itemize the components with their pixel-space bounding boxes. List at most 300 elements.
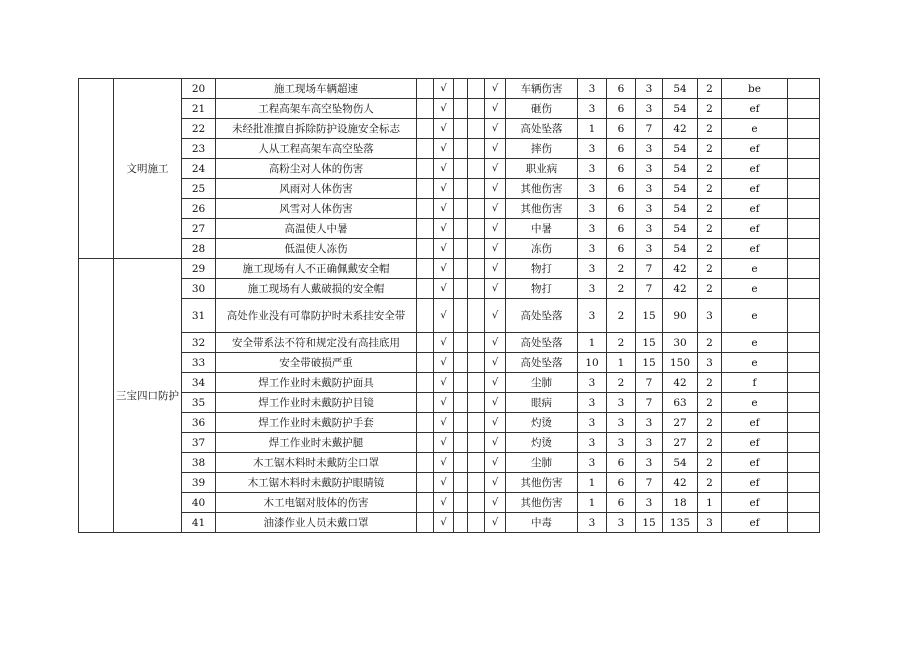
c-value-cell: 3	[636, 413, 663, 433]
d-value-cell: 18	[663, 493, 698, 513]
l-value-cell: 1	[578, 493, 607, 513]
accident-type-cell: 高处坠落	[506, 333, 578, 353]
item-number-cell: 22	[182, 119, 216, 139]
blank-cell	[468, 373, 485, 393]
check-cell: √	[434, 79, 454, 99]
item-number-cell: 33	[182, 353, 216, 373]
e-value-cell: 2	[607, 279, 636, 299]
c-value-cell: 3	[636, 493, 663, 513]
table-row	[79, 513, 820, 533]
control-code-cell: e	[722, 393, 788, 413]
item-number-cell: 36	[182, 413, 216, 433]
d-value-cell: 42	[663, 373, 698, 393]
c-value-cell: 3	[636, 199, 663, 219]
table-row	[79, 259, 820, 279]
blank-cell	[417, 299, 434, 333]
blank-cell	[454, 199, 468, 219]
c-value-cell: 7	[636, 373, 663, 393]
blank-cell	[468, 139, 485, 159]
d-value-cell: 63	[663, 393, 698, 413]
check-cell: √	[485, 239, 506, 259]
table-row	[79, 159, 820, 179]
blank-cell	[468, 413, 485, 433]
hazard-description-cell: 木工锯木料时未戴防尘口罩	[216, 453, 417, 473]
d-value-cell: 30	[663, 333, 698, 353]
table-row	[79, 353, 820, 373]
c-value-cell: 3	[636, 179, 663, 199]
e-value-cell: 6	[607, 473, 636, 493]
item-number-cell: 31	[182, 299, 216, 333]
risk-level-cell: 3	[698, 513, 722, 533]
table-row	[79, 199, 820, 219]
blank-cell	[788, 413, 820, 433]
check-cell: √	[434, 373, 454, 393]
d-value-cell: 54	[663, 79, 698, 99]
blank-cell	[468, 453, 485, 473]
blank-cell	[417, 433, 434, 453]
table-row	[79, 393, 820, 413]
blank-cell	[788, 473, 820, 493]
accident-type-cell: 尘肺	[506, 373, 578, 393]
blank-cell	[454, 473, 468, 493]
group-blank-cell	[79, 259, 114, 533]
risk-level-cell: 2	[698, 79, 722, 99]
control-code-cell: ef	[722, 159, 788, 179]
blank-cell	[468, 119, 485, 139]
hazard-description-cell: 风雪对人体伤害	[216, 199, 417, 219]
blank-cell	[468, 393, 485, 413]
blank-cell	[788, 333, 820, 353]
risk-level-cell: 2	[698, 99, 722, 119]
check-cell: √	[434, 299, 454, 333]
item-number-cell: 39	[182, 473, 216, 493]
c-value-cell: 3	[636, 433, 663, 453]
blank-cell	[454, 513, 468, 533]
blank-cell	[468, 333, 485, 353]
blank-cell	[788, 79, 820, 99]
e-value-cell: 6	[607, 493, 636, 513]
accident-type-cell: 高处坠落	[506, 353, 578, 373]
check-cell: √	[434, 353, 454, 373]
hazard-description-cell: 施工现场有人不正确佩戴安全帽	[216, 259, 417, 279]
table-row	[79, 79, 820, 99]
check-cell: √	[434, 159, 454, 179]
blank-cell	[417, 473, 434, 493]
blank-cell	[417, 333, 434, 353]
table-row	[79, 239, 820, 259]
item-number-cell: 24	[182, 159, 216, 179]
item-number-cell: 41	[182, 513, 216, 533]
accident-type-cell: 车辆伤害	[506, 79, 578, 99]
d-value-cell: 54	[663, 199, 698, 219]
l-value-cell: 3	[578, 513, 607, 533]
c-value-cell: 15	[636, 299, 663, 333]
blank-cell	[417, 219, 434, 239]
blank-cell	[454, 373, 468, 393]
check-cell: √	[485, 79, 506, 99]
blank-cell	[788, 259, 820, 279]
control-code-cell: ef	[722, 219, 788, 239]
hazard-description-cell: 焊工作业时未戴防护目镜	[216, 393, 417, 413]
item-number-cell: 20	[182, 79, 216, 99]
item-number-cell: 27	[182, 219, 216, 239]
blank-cell	[417, 99, 434, 119]
control-code-cell: ef	[722, 433, 788, 453]
item-number-cell: 29	[182, 259, 216, 279]
d-value-cell: 27	[663, 413, 698, 433]
check-cell: √	[485, 159, 506, 179]
blank-cell	[468, 493, 485, 513]
risk-level-cell: 2	[698, 139, 722, 159]
blank-cell	[468, 179, 485, 199]
check-cell: √	[485, 453, 506, 473]
blank-cell	[468, 433, 485, 453]
hazard-description-cell: 安全带破损严重	[216, 353, 417, 373]
check-cell: √	[485, 433, 506, 453]
risk-level-cell: 1	[698, 493, 722, 513]
accident-type-cell: 灼烫	[506, 433, 578, 453]
item-number-cell: 34	[182, 373, 216, 393]
l-value-cell: 3	[578, 453, 607, 473]
l-value-cell: 1	[578, 473, 607, 493]
control-code-cell: ef	[722, 413, 788, 433]
table-row	[79, 179, 820, 199]
accident-type-cell: 其他伤害	[506, 199, 578, 219]
item-number-cell: 26	[182, 199, 216, 219]
l-value-cell: 3	[578, 179, 607, 199]
check-cell: √	[434, 239, 454, 259]
l-value-cell: 10	[578, 353, 607, 373]
hazard-description-cell: 工程高架车高空坠物伤人	[216, 99, 417, 119]
risk-level-cell: 2	[698, 333, 722, 353]
e-value-cell: 6	[607, 179, 636, 199]
blank-cell	[468, 239, 485, 259]
blank-cell	[417, 393, 434, 413]
hazard-description-cell: 油漆作业人员未戴口罩	[216, 513, 417, 533]
d-value-cell: 150	[663, 353, 698, 373]
e-value-cell: 2	[607, 299, 636, 333]
check-cell: √	[434, 279, 454, 299]
blank-cell	[417, 119, 434, 139]
risk-level-cell: 2	[698, 179, 722, 199]
blank-cell	[788, 433, 820, 453]
l-value-cell: 3	[578, 159, 607, 179]
l-value-cell: 3	[578, 393, 607, 413]
control-code-cell: ef	[722, 199, 788, 219]
e-value-cell: 6	[607, 453, 636, 473]
table-row	[79, 139, 820, 159]
check-cell: √	[434, 119, 454, 139]
blank-cell	[788, 493, 820, 513]
d-value-cell: 42	[663, 279, 698, 299]
c-value-cell: 7	[636, 259, 663, 279]
blank-cell	[468, 99, 485, 119]
check-cell: √	[434, 393, 454, 413]
blank-cell	[454, 433, 468, 453]
hazard-description-cell: 焊工作业时未戴防护手套	[216, 413, 417, 433]
control-code-cell: ef	[722, 493, 788, 513]
accident-type-cell: 中暑	[506, 219, 578, 239]
d-value-cell: 54	[663, 99, 698, 119]
check-cell: √	[485, 473, 506, 493]
accident-type-cell: 职业病	[506, 159, 578, 179]
blank-cell	[417, 79, 434, 99]
item-number-cell: 23	[182, 139, 216, 159]
blank-cell	[788, 513, 820, 533]
c-value-cell: 15	[636, 333, 663, 353]
risk-assessment-table	[78, 78, 820, 533]
check-cell: √	[485, 333, 506, 353]
blank-cell	[454, 299, 468, 333]
check-cell: √	[434, 513, 454, 533]
accident-type-cell: 其他伤害	[506, 493, 578, 513]
blank-cell	[468, 299, 485, 333]
l-value-cell: 3	[578, 279, 607, 299]
risk-level-cell: 2	[698, 433, 722, 453]
l-value-cell: 3	[578, 373, 607, 393]
blank-cell	[454, 413, 468, 433]
blank-cell	[454, 453, 468, 473]
control-code-cell: ef	[722, 473, 788, 493]
control-code-cell: e	[722, 279, 788, 299]
hazard-description-cell: 低温使人冻伤	[216, 239, 417, 259]
blank-cell	[788, 199, 820, 219]
hazard-description-cell: 高处作业没有可靠防护时未系挂安全带	[216, 299, 417, 333]
risk-level-cell: 2	[698, 199, 722, 219]
blank-cell	[788, 373, 820, 393]
c-value-cell: 15	[636, 513, 663, 533]
d-value-cell: 42	[663, 259, 698, 279]
hazard-description-cell: 施工现场有人戴破损的安全帽	[216, 279, 417, 299]
d-value-cell: 54	[663, 159, 698, 179]
control-code-cell: e	[722, 259, 788, 279]
e-value-cell: 6	[607, 159, 636, 179]
blank-cell	[454, 179, 468, 199]
blank-cell	[417, 453, 434, 473]
check-cell: √	[434, 333, 454, 353]
hazard-description-cell: 施工现场车辆超速	[216, 79, 417, 99]
blank-cell	[454, 259, 468, 279]
e-value-cell: 6	[607, 119, 636, 139]
blank-cell	[417, 179, 434, 199]
blank-cell	[454, 353, 468, 373]
blank-cell	[417, 159, 434, 179]
blank-cell	[454, 393, 468, 413]
e-value-cell: 6	[607, 199, 636, 219]
risk-level-cell: 2	[698, 219, 722, 239]
check-cell: √	[485, 139, 506, 159]
check-cell: √	[434, 259, 454, 279]
table-row	[79, 493, 820, 513]
check-cell: √	[434, 473, 454, 493]
risk-level-cell: 2	[698, 413, 722, 433]
blank-cell	[468, 219, 485, 239]
check-cell: √	[434, 179, 454, 199]
check-cell: √	[485, 413, 506, 433]
blank-cell	[468, 159, 485, 179]
hazard-description-cell: 焊工作业时未戴防护面具	[216, 373, 417, 393]
e-value-cell: 2	[607, 373, 636, 393]
item-number-cell: 32	[182, 333, 216, 353]
group-label-cell: 文明施工	[114, 79, 182, 259]
c-value-cell: 7	[636, 473, 663, 493]
group-blank-cell	[79, 79, 114, 259]
risk-level-cell: 2	[698, 159, 722, 179]
table-row	[79, 333, 820, 353]
blank-cell	[417, 259, 434, 279]
blank-cell	[454, 279, 468, 299]
blank-cell	[788, 453, 820, 473]
blank-cell	[788, 393, 820, 413]
accident-type-cell: 中毒	[506, 513, 578, 533]
blank-cell	[788, 299, 820, 333]
table-row	[79, 413, 820, 433]
accident-type-cell: 摔伤	[506, 139, 578, 159]
check-cell: √	[485, 393, 506, 413]
control-code-cell: e	[722, 353, 788, 373]
d-value-cell: 54	[663, 219, 698, 239]
blank-cell	[417, 239, 434, 259]
e-value-cell: 6	[607, 219, 636, 239]
c-value-cell: 3	[636, 139, 663, 159]
table-row	[79, 473, 820, 493]
blank-cell	[788, 219, 820, 239]
blank-cell	[468, 353, 485, 373]
blank-cell	[417, 199, 434, 219]
l-value-cell: 3	[578, 99, 607, 119]
blank-cell	[417, 513, 434, 533]
risk-level-cell: 2	[698, 279, 722, 299]
table-row	[79, 279, 820, 299]
control-code-cell: ef	[722, 139, 788, 159]
blank-cell	[788, 139, 820, 159]
check-cell: √	[434, 433, 454, 453]
item-number-cell: 38	[182, 453, 216, 473]
l-value-cell: 3	[578, 299, 607, 333]
blank-cell	[454, 79, 468, 99]
l-value-cell: 3	[578, 413, 607, 433]
c-value-cell: 7	[636, 119, 663, 139]
control-code-cell: ef	[722, 513, 788, 533]
blank-cell	[417, 353, 434, 373]
blank-cell	[454, 239, 468, 259]
accident-type-cell: 砸伤	[506, 99, 578, 119]
table-row	[79, 99, 820, 119]
risk-level-cell: 2	[698, 473, 722, 493]
blank-cell	[468, 513, 485, 533]
check-cell: √	[434, 199, 454, 219]
control-code-cell: e	[722, 299, 788, 333]
d-value-cell: 90	[663, 299, 698, 333]
e-value-cell: 2	[607, 333, 636, 353]
risk-level-cell: 2	[698, 239, 722, 259]
risk-level-cell: 2	[698, 393, 722, 413]
control-code-cell: be	[722, 79, 788, 99]
table-row	[79, 373, 820, 393]
hazard-description-cell: 人从工程高架车高空坠落	[216, 139, 417, 159]
risk-level-cell: 2	[698, 373, 722, 393]
item-number-cell: 21	[182, 99, 216, 119]
l-value-cell: 1	[578, 119, 607, 139]
l-value-cell: 1	[578, 333, 607, 353]
e-value-cell: 6	[607, 79, 636, 99]
blank-cell	[788, 353, 820, 373]
check-cell: √	[485, 493, 506, 513]
c-value-cell: 3	[636, 219, 663, 239]
hazard-description-cell: 安全带系法不符和规定没有高挂底用	[216, 333, 417, 353]
e-value-cell: 3	[607, 433, 636, 453]
blank-cell	[788, 159, 820, 179]
item-number-cell: 28	[182, 239, 216, 259]
control-code-cell: ef	[722, 179, 788, 199]
risk-level-cell: 3	[698, 299, 722, 333]
e-value-cell: 3	[607, 393, 636, 413]
blank-cell	[788, 179, 820, 199]
control-code-cell: ef	[722, 99, 788, 119]
blank-cell	[417, 139, 434, 159]
check-cell: √	[434, 453, 454, 473]
d-value-cell: 54	[663, 239, 698, 259]
c-value-cell: 7	[636, 279, 663, 299]
c-value-cell: 3	[636, 453, 663, 473]
l-value-cell: 3	[578, 199, 607, 219]
check-cell: √	[434, 413, 454, 433]
accident-type-cell: 其他伤害	[506, 179, 578, 199]
item-number-cell: 37	[182, 433, 216, 453]
hazard-description-cell: 焊工作业时未戴护腿	[216, 433, 417, 453]
item-number-cell: 30	[182, 279, 216, 299]
check-cell: √	[485, 119, 506, 139]
blank-cell	[417, 413, 434, 433]
table-row	[79, 299, 820, 333]
c-value-cell: 3	[636, 159, 663, 179]
e-value-cell: 1	[607, 353, 636, 373]
blank-cell	[417, 493, 434, 513]
e-value-cell: 3	[607, 413, 636, 433]
check-cell: √	[485, 219, 506, 239]
risk-level-cell: 2	[698, 119, 722, 139]
control-code-cell: e	[722, 119, 788, 139]
d-value-cell: 27	[663, 433, 698, 453]
l-value-cell: 3	[578, 219, 607, 239]
hazard-description-cell: 木工电锯对肢体的伤害	[216, 493, 417, 513]
e-value-cell: 6	[607, 139, 636, 159]
blank-cell	[468, 279, 485, 299]
blank-cell	[417, 373, 434, 393]
accident-type-cell: 高处坠落	[506, 119, 578, 139]
e-value-cell: 3	[607, 513, 636, 533]
hazard-description-cell: 木工锯木料时未戴防护眼睛镜	[216, 473, 417, 493]
blank-cell	[454, 493, 468, 513]
blank-cell	[468, 79, 485, 99]
blank-cell	[788, 99, 820, 119]
accident-type-cell: 冻伤	[506, 239, 578, 259]
control-code-cell: ef	[722, 453, 788, 473]
blank-cell	[468, 199, 485, 219]
blank-cell	[454, 99, 468, 119]
blank-cell	[454, 139, 468, 159]
blank-cell	[454, 159, 468, 179]
check-cell: √	[485, 299, 506, 333]
blank-cell	[788, 279, 820, 299]
l-value-cell: 3	[578, 79, 607, 99]
check-cell: √	[485, 179, 506, 199]
d-value-cell: 42	[663, 473, 698, 493]
l-value-cell: 3	[578, 239, 607, 259]
item-number-cell: 40	[182, 493, 216, 513]
blank-cell	[454, 333, 468, 353]
table-row	[79, 219, 820, 239]
